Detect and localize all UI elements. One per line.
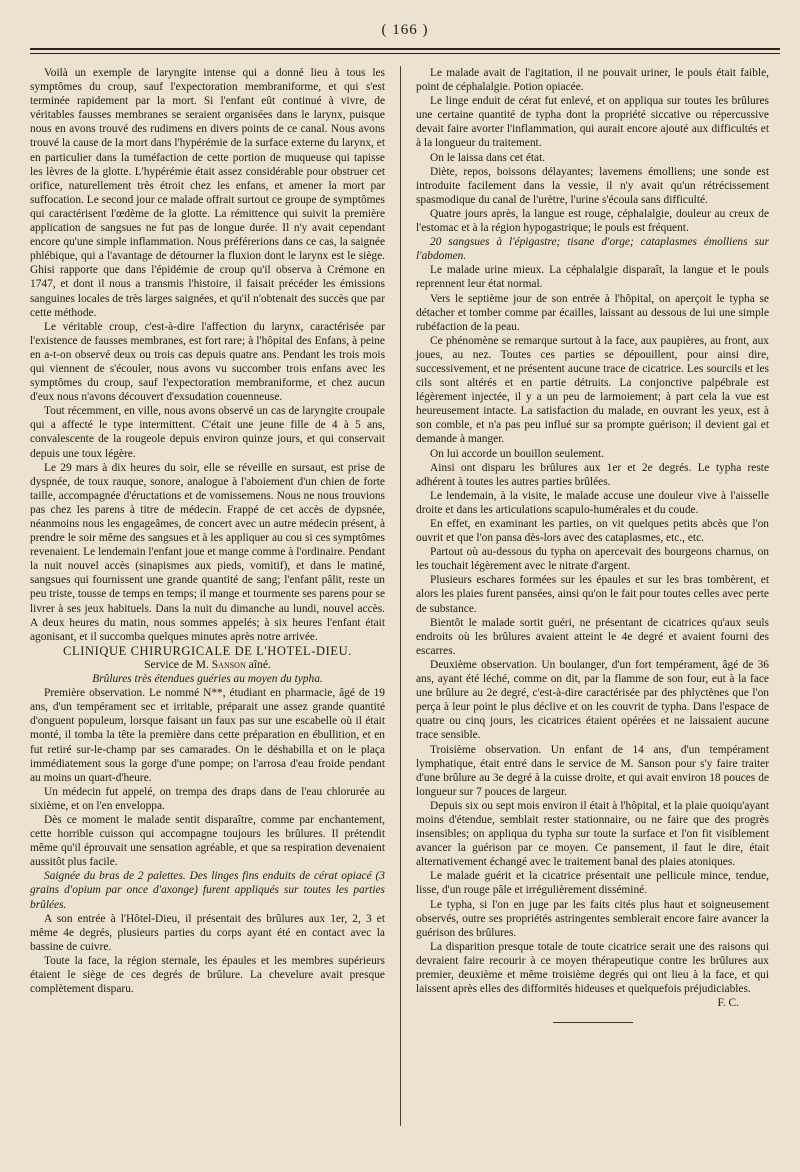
section-title: CLINIQUE CHIRURGICALE DE L'HOTEL-DIEU. <box>63 643 352 658</box>
paragraph: Saignée du bras de 2 palettes. Des linges fins enduits de cérat opiacé (3 grains d'opium par once d'axonge) furent appliqués sur toutes les parties brûlées. <box>30 870 385 911</box>
paragraph: Le lendemain, à la visite, le malade accuse une douleur vive à l'aisselle droite et dans les articulations scapulo-humérales et du coude. <box>416 489 769 516</box>
service-name: Sanson <box>211 657 246 671</box>
paragraph: Le malade guérit et la cicatrice présentait une pellicule mince, tendue, lisse, d'un rouge pâle et irrégulièrement disséminé. <box>416 870 769 897</box>
left-column <box>30 66 385 996</box>
header-rule-thin <box>30 53 780 54</box>
paragraph: La disparition presque totale de toute cicatrice serait une des raisons qui devraient faire recourir à ce moyen thérapeutique contre les brûlures aux premier, deuxième et même troisième degrés qui ont lieu à la face, et qui laissent après elles des difformités hideuses et quelquefois préjudiciables. <box>416 940 769 996</box>
paragraph: Deuxième observation. Un boulanger, d'un fort tempérament, âgé de 36 ans, ayant été léché, comme on dit, par la flamme de son four, eut à la face une brûlure au 2e degré, c'est-à-dire caractérisée par des phlyctènes que l'on perça à leur point le plus déclive et on les couvrit de typha. Dans l'espace de quatre ou cinq jours, les cicatrices étaient opérées et ne laissaient aucune trace sensible. <box>416 658 769 742</box>
column-divider <box>400 66 401 1126</box>
paragraph: Ce phénomène se remarque surtout à la face, aux paupières, au front, aux joues, au nez. Toutes ces parties se dépouillent, pour ainsi dire, successivement, et ne présentent aucune trace de cicatrice. Les sourcils et les cils sont altérés et en partie détruits. La conjonctive palpébrale est légèrement injectée, il y a un peu de larmoiement; à part cela la vue est heureusement intacte. La satisfaction du malade, en ouvrant les yeux, est à son comble, et n'a pas peu influé sur sa prompte guérison; il devient gai et demande à manger. <box>416 334 769 446</box>
paragraph: Depuis six ou sept mois environ il était à l'hôpital, et la plaie quoiqu'ayant moins d'étendue, semblait rester stationnaire, ou ne faire que des progrès insensibles; on appliqua du typha sur toute la surface et l'on fit visiblement avancer la guérison par ce moyen. Ce pansement, il faut le dire, était alternativement échangé avec le traitement banal des plaies atoniques. <box>416 799 769 869</box>
paragraph: Plusieurs eschares formées sur les épaules et sur les bras tombèrent, et alors les plaies furent pansées, ainsi qu'on le fait pour toutes celles avec perte de substance. <box>416 574 769 615</box>
paragraph: Le typha, si l'on en juge par les faits cités plus haut et soigneusement observés, outre ses propriétés astringentes semblerait encore faire avancer la guérison des brûlures. <box>416 898 769 939</box>
paragraph: 20 sangsues à l'épigastre; tisane d'orge; cataplasmes émolliens sur l'abdomen. <box>416 236 769 263</box>
paragraph: On lui accorde un bouillon seulement. <box>430 447 604 460</box>
right-column <box>416 66 769 1023</box>
paragraph: Dès ce moment le malade sentit disparaître, comme par enchantement, cette horrible cuisson qui accompagne toujours les brûlures. Il prétendit même qu'il éprouvait une sensation agréable, et que sa respiration devenaient aussitôt plus facile. <box>30 813 385 869</box>
paragraph: Le véritable croup, c'est-à-dire l'affection du larynx, caractérisée par l'existence de fausses membranes, est fort rare; à l'hôpital des Enfans, à peine en a-t-on observé deux ou trois cas depuis quatre ans. Pendant les trois mois qui viennent de s'écouler, nous avons vu succomber trois enfans avec les symptômes du croup, sauf l'expectoration membraniforme, et chez aucun d'eux nous n'avons découvert d'exsudation couenneuse. <box>30 320 385 404</box>
section-service <box>30 658 385 672</box>
end-rule <box>553 1022 633 1023</box>
paragraph: Bientôt le malade sortit guéri, ne présentant de cicatrices qu'aux seuls endroits où les brûlures avaient atteint le 4e degré et avaient fourni des escarres. <box>416 616 769 657</box>
paragraph: Toute la face, la région sternale, les épaules et les membres supérieurs étaient le siège de ces degrés de brûlure. La chevelure avait presque complètement disparu. <box>30 954 385 996</box>
paragraph: Un médecin fut appelé, on trempa des draps dans de l'eau chlorurée au sixième, et on l'en enveloppa. <box>30 785 385 812</box>
paragraph: Diète, repos, boissons délayantes; lavemens émolliens; une sonde est introduite facilement dans la vessie, il n'y avait qu'un rétrécissement spasmodique du canal de l'urètre, l'urine s'écoula sans difficulté. <box>416 165 769 206</box>
paragraph: Le 29 mars à dix heures du soir, elle se réveille en sursaut, est prise de dyspnée, de toux rauque, sonore, analogue à l'aboiement d'un chien de forte taille, accompagnée d'éructations et de vomissemens. Nous ne nous trouvions pas chez les parens à titre de médecin. Frappé de cet accès de dypsnée, néanmoins nous les engageâmes, de concert avec un autre médecin présent, à prendre le soir même des sangsues et à les appliquer au cou si ces symptômes revenaient. Le lendemain l'enfant joue et mange comme à l'ordinaire. Pendant la nuit nouvel accès (sinapismes aux pieds, vomitif), et dans le matiné, sangsues qui fournissent une grande quantité de sang; l'enfant pâlit, reste un peu triste, tousse de temps en temps; il mange et tourmente ses parens pour se livrer à ses jeux habituels. Dans la nuit du dimanche au lundi, nouvel accès. A deux heures du matin, nous sommes appelés; à six heures l'enfant était agonisant, et il succomba quelques minutes après notre arrivée. <box>30 461 385 643</box>
page-number: ( 166 ) <box>381 22 429 38</box>
paragraph: Vers le septième jour de son entrée à l'hôpital, on aperçoit le typha se détacher et tomber comme par écailles, laissant au dessous de lui une simple rubéfaction de la peau. <box>416 292 769 333</box>
paragraph: On le laissa dans cet état. <box>430 151 546 164</box>
header-rule <box>30 48 780 50</box>
service-prefix: Service de M. <box>144 657 209 671</box>
paragraph: Tout récemment, en ville, nous avons observé un cas de laryngite croupale qui a affecté le type intermittent. C'était une jeune fille de 4 à 5 ans, convalescente de la rougeole depuis environ quinze jours, et qui conservait depuis une toux légère. <box>30 405 385 460</box>
paragraph: Partout où au-dessous du typha on apercevait des bourgeons charnus, on les touchait légèrement avec le nitrate d'argent. <box>416 546 769 573</box>
section-note: Brûlures très étendues guéries au moyen du typha. <box>92 673 323 686</box>
paragraph: Ainsi ont disparu les brûlures aux 1er et 2e degrés. Le typha reste adhérent à toutes les autres parties brûlées. <box>416 461 769 488</box>
paragraph: Le malade avait de l'agitation, il ne pouvait uriner, le pouls était faible, point de céphalalgie. Potion opiacée. <box>416 67 769 94</box>
signature: F. C. <box>717 997 739 1010</box>
paragraph: En effet, en examinant les parties, on vit quelques petits abcès que l'on ouvrit et que l'on pansa dès-lors avec des cataplasmes, etc., etc. <box>416 518 769 545</box>
paragraph: Le linge enduit de cérat fut enlevé, et on appliqua sur toutes les brûlures une certaine quantité de typha dont la propriété siccative ou répercussive devait faire avorter l'inflammation, qui aurait encore ajouté aux difficultés et à la longueur du traitement. <box>416 95 769 150</box>
paragraph: Troisième observation. Un enfant de 14 ans, d'un tempérament lymphatique, était entré dans le service de M. Sanson pour s'y faire traiter d'une brûlure au 3e degré à la cuisse droite, et qui avait environ 18 pouces de longueur sur 7 pouces de largeur. <box>416 743 769 798</box>
paragraph: Le malade urine mieux. La céphalalgie disparaît, la langue et le pouls reprennent leur état normal. <box>416 264 769 291</box>
page-header <box>30 18 780 58</box>
paragraph: A son entrée à l'Hôtel-Dieu, il présentait des brûlures aux 1er, 2, 3 et même 4e degrés, plusieurs parties du corps ayant été en contact avec la bassine de cuivre. <box>30 912 385 953</box>
paragraph: Voilà un exemple de laryngite intense qui a donné lieu à tous les symptômes du croup, sauf l'expectoration membraniforme, et qui s'est terminée rapidement par la mort. Si l'enfant eût continué à vivre, de véritables fausses membranes se seraient organisées dans le larynx, puisque nous en avons trouvé des rudimens en divers points de ce canal. Nous avons trouvé la cause de la mort dans l'hypérémie de la surface externe du larynx, et en particulier dans la tuméfaction de cette portion de muqueuse qui tapisse les lèvres de la glotte. L'hypérémie était assez considérable pour obstruer cet orifice, naturellement très étroit chez les enfans, et amener la mort par suffocation. Le second jour ce malade offrait surtout ce groupe de symptômes qui caractérisent l'œdème de la glotte. La rémittence qui suivit la première application de sangsues ne fut pas de longue durée. Il n'y avait cependant encore qu'une simple inflammation. Nous préférerions dans ce cas, la saignée phlébique, qui a l'avantage de détourner la fluxion dont le larynx est le siège. Ghisi rapporte que dans l'épidémie de croup qu'il observa à Crémone en 1747, et dont il nous a transmis l'histoire, il faisait précéder les émissions sanguines locales de très larges saignées, et qu'il n'obtenait des succès que par cette méthode. <box>30 67 385 319</box>
paragraph: Quatre jours après, la langue est rouge, céphalalgie, douleur au creux de l'estomac et à la région hypogastrique; le pouls est fréquent. <box>416 207 769 235</box>
paragraph: Première observation. Le nommé N**, étudiant en pharmacie, âgé de 19 ans, d'un tempérament sec et irritable, préparait une assez grande quantité d'onguent populeum, lorsque faisant un faux pas sur une escabelle où il était monté, il tomba la tête la première dans cette préparation en ébullition, et en fut retiré sur-le-champ par ses camarades. On le déshabilla et on le plaça immédiatement sous la gorge d'une pompe; on l'arrosa d'eau froide pendant au moins un quart-d'heure. <box>30 687 385 784</box>
service-suffix: aîné. <box>248 657 271 671</box>
